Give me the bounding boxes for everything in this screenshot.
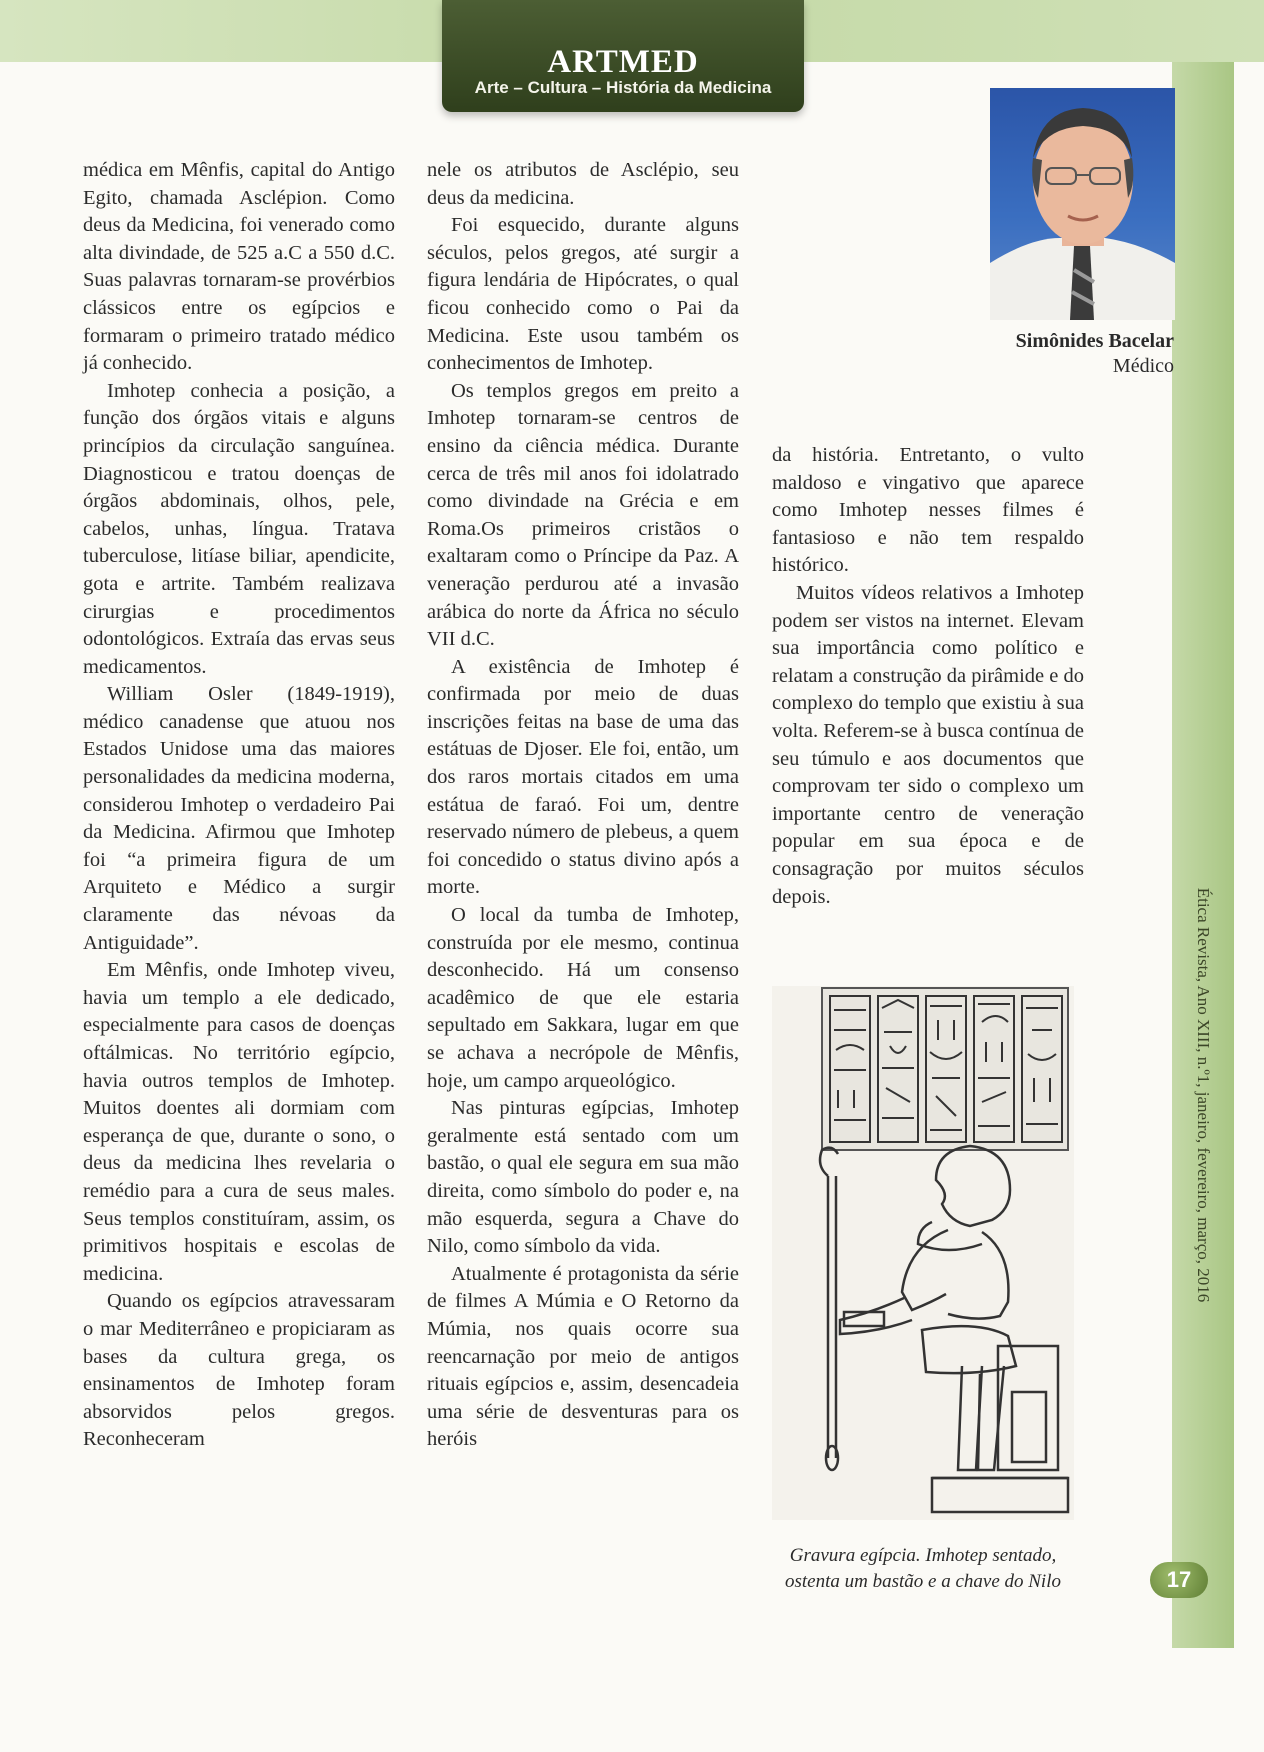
author-name: Simônides Bacelar [1015, 330, 1174, 352]
text-column-3 [772, 442, 1084, 911]
paragraph: Imhotep conhecia a posição, a função dos órgãos vitais e alguns princípios da circulação sanguínea. Diagnosticou e tratou doenças de órgãos abdominais, olhos, pele, cabelos, unhas, língua. Tratava tuberculose, litíase biliar, apendicite, gota e artrite. Também realizava cirurgias e procedimentos odontológicos. Extraía das ervas seus medicamentos. [83, 379, 395, 678]
caption-line-2: ostenta um bastão e a chave do Nilo [785, 1571, 1061, 1592]
paragraph: Em Mênfis, onde Imhotep viveu, havia um templo a ele dedicado, especialmente para casos de doenças oftálmicas. No território egípcio, havia outros templos de Imhotep. Muitos doentes ali dormiam com esperança de que, durante o sono, o deus da medicina lhes revelaria o remédio para a cura de seus males. Seus templos constituíram, assim, os primitivos hospitais e escolas de medicina. [83, 959, 395, 1285]
section-subtitle: Arte – Cultura – História da Medicina [474, 78, 772, 97]
page-number: 17 [1150, 1562, 1208, 1598]
paragraph: médica em Mênfis, capital do Antigo Egito, chamada Asclépion. Como deus da Medicina, foi venerado como alta divindade, de 525 a.C a 550 d.C. Suas palavras tornaram-se provérbios clássicos entre os egípcios e formaram o primeiro tratado médico já conhecido. [83, 159, 395, 375]
paragraph: O local da tumba de Imhotep, construída por ele mesmo, continua desconhecido. Há um consenso acadêmico de que ele estaria sepultado em Sakkara, lugar em que se achava a necrópole de Mênfis, hoje, um campo arqueológico. [427, 904, 739, 1092]
author-photo [990, 88, 1175, 320]
paragraph: Atualmente é protagonista da série de filmes A Múmia e O Retorno da Múmia, nos quais ocorre sua reencarnação por meio de antigos rituais egípcios e, assim, desencadeia uma série de desventuras para os heróis [427, 1262, 739, 1451]
paragraph: Nas pinturas egípcias, Imhotep geralmente está sentado com um bastão, o qual ele segura em sua mão direita, como símbolo do poder e, na mão esquerda, segura a Chave do Nilo, como símbolo da vida. [427, 1097, 739, 1258]
paragraph: Foi esquecido, durante alguns séculos, pelos gregos, até surgir a figura lendária de Hipócrates, o qual ficou conhecido como o Pai da Medicina. Este usou também os conhecimentos de Imhotep. [427, 214, 739, 375]
text-column-2 [427, 157, 739, 1454]
section-title: ARTMED [547, 44, 699, 80]
paragraph: Muitos vídeos relativos a Imhotep podem ser vistos na internet. Elevam sua importância como político e relatam a construção da pirâmide e do complexo do templo que existiu à sua volta. Referem-se à busca contínua de seu túmulo e aos documentos que comprovam ter sido o complexo um importante centro de veneração popular em sua época e de consagração por muitos séculos depois. [772, 581, 1084, 908]
paragraph: Os templos gregos em preito a Imhotep tornaram-se centros de ensino da ciência médica. Durante cerca de três mil anos foi idolatrado como divindade na Grécia e em Roma.Os primeiros cristãos o exaltaram como o Príncipe da Paz. A veneração perdurou até a invasão arábica do norte da África no século VII d.C. [427, 379, 739, 651]
paragraph: Quando os egípcios atravessaram o mar Mediterrâneo e propiciaram as bases da cultura grega, os ensinamentos de Imhotep foram absorvidos pelos gregos. Reconheceram [83, 1290, 395, 1451]
author-role: Médico [1112, 355, 1174, 377]
caption-line-1: Gravura egípcia. Imhotep sentado, [789, 1545, 1057, 1566]
paragraph: William Osler (1849-1919), médico canadense que atuou nos Estados Unidose uma das maiores personalidades da medicina moderna, considerou Imhotep o verdadeiro Pai da Medicina. Afirmou que Imhotep foi “a primeira figura de um Arquiteto e Médico a surgir claramente das névoas da Antiguidade”. [83, 683, 395, 954]
paragraph: nele os atributos de Asclépio, seu deus da medicina. [427, 159, 739, 209]
figure-caption [762, 1543, 1084, 1595]
paragraph: da história. Entretanto, o vulto maldoso e vingativo que aparece como Imhotep nesses filmes é fantasioso e não tem respaldo histórico. [772, 444, 1084, 577]
text-column-1 [83, 157, 395, 1454]
egyptian-engraving [772, 986, 1074, 1520]
section-header [442, 0, 804, 112]
paragraph: A existência de Imhotep é confirmada por meio de duas inscrições feitas na base de uma das estátuas de Djoser. Ele foi, então, um dos raros mortais citados em uma estátua de faraó. Foi um, dentre reservado número de plebeus, a quem foi concedido o status divino após a morte. [427, 655, 739, 899]
journal-citation: Ética Revista, Ano XIII, n.º1, janeiro, fevereiro, março, 2016 [1194, 887, 1213, 1303]
side-bar [1172, 62, 1234, 1648]
